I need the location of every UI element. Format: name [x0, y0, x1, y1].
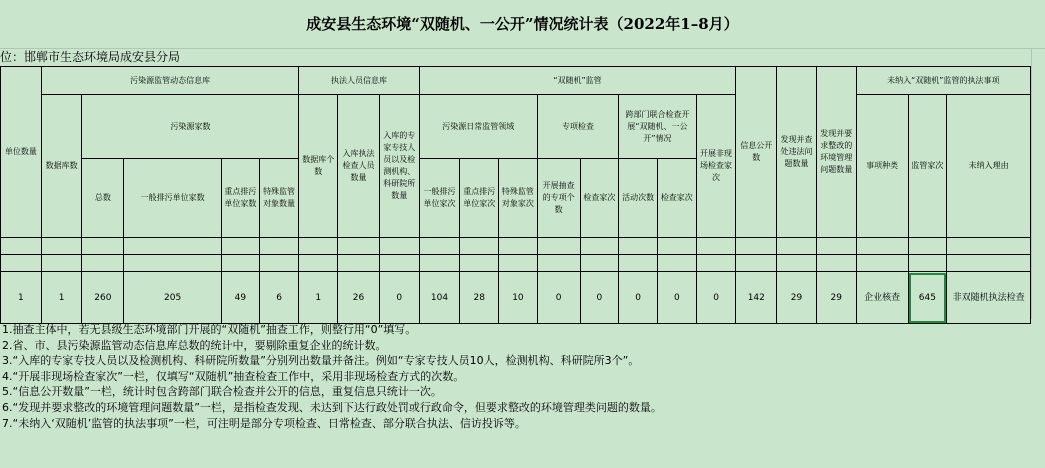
note-6: 6.“发现并要求整改的环境管理问题数量”一栏，是指检查发现、未达到下达行政处罚或行政命令，但要求整改的环境管理类问题的数量。	[2, 400, 662, 414]
header-activity-count: 活动次数	[619, 159, 658, 238]
cell-total[interactable]: 260	[82, 272, 124, 324]
note-1: 1.抽查主体中，若无县级生态环境部门开展的“双随机”抽查工作，则整行用“0”填写。	[2, 323, 417, 336]
cell-experts[interactable]: 0	[379, 272, 419, 324]
header-rectify-issues: 发现并要求整改的环境管理问题数量	[816, 67, 856, 238]
header-special-target-check: 特殊监管对象家次	[499, 159, 538, 238]
cell-item-type[interactable]: 企业核查	[856, 272, 908, 324]
cell-units-count[interactable]: 1	[1, 272, 42, 324]
blank-row-2	[1, 255, 1031, 272]
report-title: 成安县生态环境“双随机、一公开”情况统计表（2022年1–8月）	[0, 0, 1045, 49]
header-enforcement-db: 执法人员信息库	[299, 67, 419, 95]
header-pollution-db: 污染源监管动态信息库	[41, 67, 299, 95]
header-cross-check-units: 检查家次	[657, 159, 696, 238]
data-row	[1, 272, 1031, 324]
cell-rectify-issues[interactable]: 29	[816, 272, 856, 324]
header-special-check: 专项检查	[537, 95, 618, 159]
cell-key-check[interactable]: 28	[460, 272, 499, 324]
note-7: 7.“未纳入‘双随机’监管的执法事项”一栏，可注明是部分专项检查、日常检查、部分联合执法、信访投诉等。	[2, 416, 526, 430]
note-5: 5.“信息公开数量”一栏，统计时包含跨部门联合检查并公开的信息，重复信息只统计一次。	[2, 385, 442, 399]
extra-column	[1031, 49, 1045, 319]
header-pollution-units: 污染源家数	[82, 95, 299, 159]
cell-cross-check-units[interactable]: 0	[657, 272, 696, 324]
cell-special-units[interactable]: 6	[259, 272, 299, 324]
cell-db-count-2[interactable]: 1	[299, 272, 338, 324]
blank-row-1	[1, 238, 1031, 255]
header-total: 总数	[82, 159, 124, 238]
header-offsite-check: 开展非现场检查家次	[696, 95, 736, 238]
cell-enforcement-people[interactable]: 26	[338, 272, 380, 324]
header-found-violations: 发现并查处违法问题数量	[777, 67, 817, 238]
cell-info-public[interactable]: 142	[736, 272, 777, 324]
header-info-public: 信息公开数	[736, 67, 777, 238]
note-4: 4.“开展非现场检查家次”一栏，仅填写“双随机”抽查检查工作中，采用非现场检查方式的次数。	[2, 369, 465, 383]
header-daily-supervision: 污染源日常监管领域	[419, 95, 537, 159]
cell-special-check-count[interactable]: 0	[537, 272, 580, 324]
header-db-count: 数据库数	[41, 95, 82, 238]
header-cross-dept: 跨部门联合检查开展“双随机、一公开”情况	[619, 95, 696, 159]
cell-supervise-times-selected[interactable]: 645	[908, 272, 947, 324]
cell-db-count[interactable]: 1	[41, 272, 82, 324]
cell-general-units[interactable]: 205	[124, 272, 222, 324]
note-2: 2.省、市、县污染源监管动态信息库总数的统计中，要剔除重复企业的统计数。	[2, 338, 387, 352]
header-general-check: 一般排污单位家次	[419, 159, 460, 238]
header-item-type: 事项种类	[856, 95, 908, 238]
header-db-count-2: 数据库个数	[299, 95, 338, 238]
statistics-table	[0, 66, 1031, 324]
header-enforcement-people: 入库执法检查人员数量	[338, 95, 380, 238]
cell-key-units[interactable]: 49	[222, 272, 260, 324]
cell-reason[interactable]: 非双随机执法检查	[947, 272, 1031, 324]
note-3: 3.“入库的专家专技人员以及检测机构、科研院所数量”分别列出数量并备注。例如“专家专技人员10人，检测机构、科研院所3个”。	[2, 354, 640, 368]
header-special-units: 特殊监管对象数量	[259, 159, 299, 238]
header-special-check-units: 检查家次	[580, 159, 619, 238]
header-key-check: 重点排污单位家次	[460, 159, 499, 238]
cell-offsite-check[interactable]: 0	[696, 272, 736, 324]
cell-special-check-units[interactable]: 0	[580, 272, 619, 324]
header-special-check-count: 开展抽查的专项个数	[537, 159, 580, 238]
cell-special-target-check[interactable]: 10	[499, 272, 538, 324]
cell-general-check[interactable]: 104	[419, 272, 460, 324]
header-not-included: 未纳入“双随机”监管的执法事项	[856, 67, 1030, 95]
cell-activity-count[interactable]: 0	[619, 272, 658, 324]
header-random-supervision: “双随机”监管	[419, 67, 736, 95]
header-units-count: 单位数量	[1, 67, 42, 238]
header-experts: 入库的专家专技人员以及检测机构、科研院所数量	[379, 95, 419, 238]
header-key-units: 重点排污单位家数	[222, 159, 260, 238]
header-reason: 未纳入理由	[947, 95, 1031, 238]
header-general-units: 一般排污单位家数	[124, 159, 222, 238]
notes-section	[2, 322, 1042, 431]
header-supervise-times: 监管家次	[908, 95, 947, 238]
reporting-unit: 位：邯郸市生态环境局成安县分局	[0, 50, 181, 64]
cell-found-violations[interactable]: 29	[777, 272, 817, 324]
